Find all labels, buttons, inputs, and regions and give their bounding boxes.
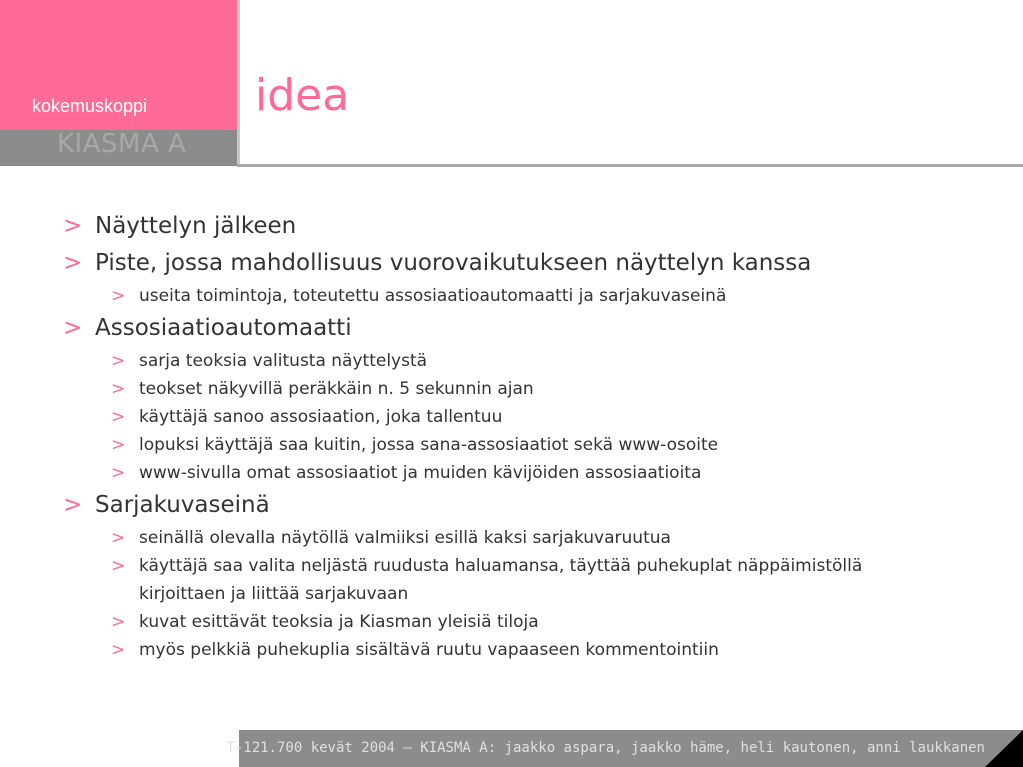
- footer-credits: T-121.700 kevät 2004 — KIASMA A: jaakko aspara, jaakko häme, heli kautonen, anni laukkanen: [226, 740, 985, 756]
- sub-bullet-item: [63, 608, 983, 636]
- corner-triangle-icon: [985, 730, 1023, 767]
- sub-bullet-item: [63, 636, 983, 664]
- bullet-text: Sarjakuvaseinä: [95, 492, 270, 518]
- brand-name: kokemuskoppi: [32, 96, 148, 116]
- sub-bullet-item: [63, 431, 983, 459]
- sub-bullet-text: kuvat esittävät teoksia ja Kiasman yleisiä tiloja: [139, 612, 539, 632]
- bullet-marker: >: [111, 612, 126, 632]
- bullet-item: [63, 487, 983, 524]
- bullet-marker: >: [63, 213, 83, 239]
- bullet-marker: >: [111, 463, 126, 483]
- bullet-item: [63, 208, 983, 245]
- sub-bullet-text: seinällä olevalla näytöllä valmiiksi esillä kaksi sarjakuvaruutua: [139, 528, 671, 548]
- sub-bullet-item: [63, 403, 983, 431]
- sub-bullet-text: sarja teoksia valitusta näyttelystä: [139, 351, 428, 371]
- sub-bullet-continuation: [63, 580, 983, 608]
- header-divider-vertical: [237, 0, 240, 166]
- bullet-marker: >: [111, 640, 126, 660]
- bullet-text: Piste, jossa mahdollisuus vuorovaikutukseen näyttelyn kanssa: [95, 250, 812, 276]
- bullet-text: Näyttelyn jälkeen: [95, 213, 297, 239]
- sub-bullet-text: käyttäjä saa valita neljästä ruudusta haluamansa, täyttää puhekuplat näppäimistöllä: [139, 556, 863, 576]
- sub-bullet-text: käyttäjä sanoo assosiaation, joka tallentuu: [139, 407, 503, 427]
- sub-bullet-item: [63, 347, 983, 375]
- sub-bullet-item: [63, 552, 983, 580]
- bullet-marker: >: [111, 556, 126, 576]
- sub-bullet-text: teokset näkyvillä peräkkäin n. 5 sekunnin ajan: [139, 379, 534, 399]
- sub-bullet-item: [63, 459, 983, 487]
- bullet-marker: >: [111, 407, 126, 427]
- bullet-marker: >: [111, 528, 126, 548]
- bullet-item: [63, 310, 983, 347]
- bullet-item: [63, 245, 983, 282]
- bullet-marker: >: [111, 286, 126, 306]
- bullet-text: Assosiaatioautomaatti: [95, 315, 352, 341]
- bullet-marker: >: [63, 250, 83, 276]
- slide-title: idea: [255, 70, 350, 121]
- bullet-marker: >: [63, 492, 83, 518]
- bullet-marker: >: [111, 379, 126, 399]
- footer-bar: [226, 730, 1023, 767]
- sub-bullet-text: useita toimintoja, toteutettu assosiaatioautomaatti ja sarjakuvaseinä: [139, 286, 727, 306]
- header-divider: [237, 164, 1023, 167]
- bullet-marker: >: [111, 351, 126, 371]
- sub-bullet-item: [63, 375, 983, 403]
- bullet-list: [63, 208, 983, 664]
- brand-subtitle: KIASMA A: [57, 129, 187, 159]
- sub-bullet-text: lopuksi käyttäjä saa kuitin, jossa sana-assosiaatiot sekä www-osoite: [139, 435, 719, 455]
- bullet-marker: >: [111, 435, 126, 455]
- sub-bullet-item: [63, 524, 983, 552]
- sub-bullet-text: myös pelkkiä puhekuplia sisältävä ruutu vapaaseen kommentointiin: [139, 640, 719, 660]
- bullet-marker: >: [63, 315, 83, 341]
- sub-bullet-item: [63, 282, 983, 310]
- sub-bullet-text: www-sivulla omat assosiaatiot ja muiden kävijöiden assosiaatioita: [139, 463, 702, 483]
- sub-bullet-text: kirjoittaen ja liittää sarjakuvaan: [139, 584, 409, 604]
